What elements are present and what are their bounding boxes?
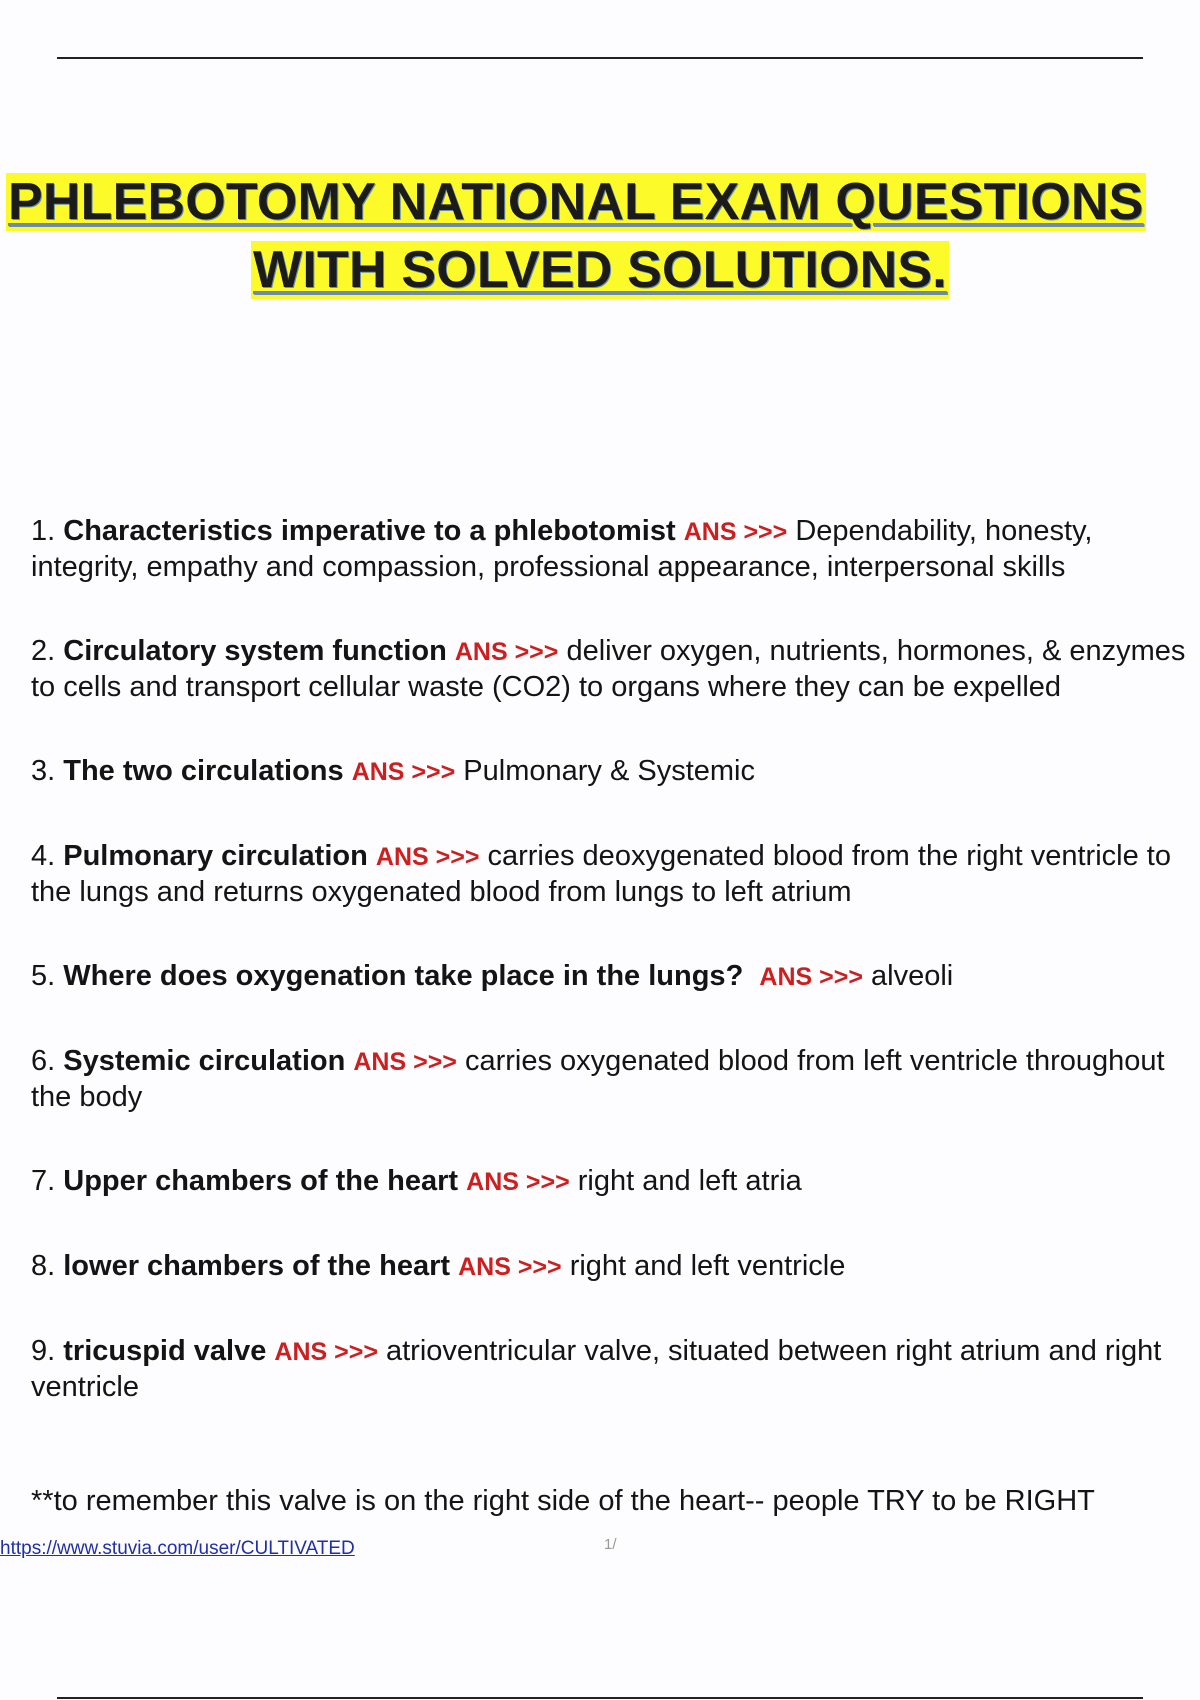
question-number: 5. — [31, 960, 56, 992]
answer-text: right and left atria — [577, 1165, 802, 1197]
answer-marker: ANS >>> — [375, 843, 480, 871]
title-line-2: WITH SOLVED SOLUTIONS. — [253, 241, 947, 299]
question-item-7 — [31, 1164, 1191, 1200]
question-text: tricuspid valve — [63, 1335, 267, 1367]
answer-text: right and left ventricle — [569, 1250, 846, 1282]
question-item-3 — [31, 754, 1191, 790]
question-text: Where does oxygenation take place in the lungs? — [63, 960, 744, 992]
question-item-2 — [31, 634, 1191, 705]
answer-marker: ANS >>> — [351, 758, 456, 786]
question-text: lower chambers of the heart — [63, 1250, 451, 1282]
question-text: Circulatory system function — [63, 635, 447, 667]
answer-text: atrioventricular valve, situated between right atrium and right ventricle — [31, 1335, 1162, 1403]
question-text: The two circulations — [63, 755, 344, 787]
question-number: 2. — [31, 635, 56, 667]
answer-text: carries deoxygenated blood from the right ventricle to the lungs and returns oxygenated blood from lungs to left atrium — [31, 840, 1171, 908]
question-item-4 — [31, 839, 1191, 910]
question-number: 7. — [31, 1165, 56, 1197]
mnemonic-note: **to remember this valve is on the right side of the heart-- people TRY to be RIGHT — [31, 1485, 1095, 1517]
answer-marker: ANS >>> — [458, 1253, 562, 1281]
question-item-6 — [31, 1044, 1191, 1115]
question-text: Pulmonary circulation — [63, 840, 368, 872]
answer-text: Dependability, honesty, integrity, empathy and compassion, professional appearance, interpersonal skills — [31, 515, 1093, 583]
answer-text: alveoli — [871, 960, 954, 992]
question-item-9 — [31, 1334, 1191, 1405]
page-number: 1/ — [604, 1536, 617, 1553]
question-number: 9. — [31, 1335, 56, 1367]
document-title — [0, 168, 1200, 304]
question-list — [31, 514, 1191, 1454]
question-number: 6. — [31, 1045, 56, 1077]
question-text: Characteristics imperative to a phlebotomist — [63, 515, 676, 547]
answer-marker: ANS >>> — [274, 1338, 378, 1366]
answer-marker: ANS >>> — [759, 963, 863, 991]
answer-marker: ANS >>> — [466, 1168, 570, 1196]
answer-text: deliver oxygen, nutrients, hormones, & enzymes to cells and transport cellular waste (CO2) to organs where they can be expelled — [31, 635, 1186, 703]
answer-text: carries oxygenated blood from left ventricle throughout the body — [31, 1045, 1165, 1113]
title-line-1: PHLEBOTOMY NATIONAL EXAM QUESTIONS — [8, 173, 1144, 231]
question-number: 8. — [31, 1250, 56, 1282]
answer-marker: ANS >>> — [683, 518, 788, 546]
top-divider — [57, 57, 1143, 59]
question-text: Systemic circulation — [63, 1045, 346, 1077]
question-number: 1. — [31, 515, 56, 547]
question-item-8 — [31, 1249, 1191, 1285]
question-item-5 — [31, 959, 1191, 995]
bottom-divider — [57, 1697, 1143, 1699]
answer-marker: ANS >>> — [454, 638, 559, 666]
question-number: 3. — [31, 755, 56, 787]
answer-text: Pulmonary & Systemic — [463, 755, 755, 787]
answer-marker: ANS >>> — [353, 1048, 457, 1076]
question-text: Upper chambers of the heart — [63, 1165, 459, 1197]
question-item-1 — [31, 514, 1191, 585]
question-number: 4. — [31, 840, 56, 872]
source-link[interactable]: https://www.stuvia.com/user/CULTIVATED — [0, 1538, 355, 1559]
